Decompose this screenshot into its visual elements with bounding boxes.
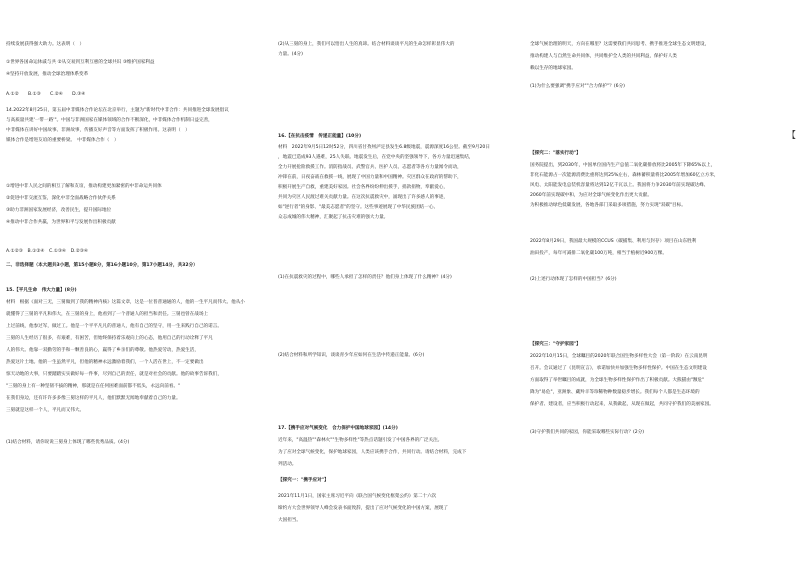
q14-text: 与高质量共建'一带一路'"。中国与非洲国家在媒体领域的合作不断深化，中非媒体合作机制日益完善， xyxy=(6,118,213,123)
q17-activity-2-text: 国务院提出，到2030年，中国单位国内生产总值二氧化碳排放将比2005年下降65%以上， xyxy=(530,163,716,168)
q17-activity-2-text: 2060年前实现碳中和，为应对全球气候变化作出更大贡献。 xyxy=(530,193,652,198)
q14-choices: A.①②③ B.①②④ C.①③④ D.②③④ xyxy=(6,249,88,254)
q17-ccus-text: 油田投产，每年可减排二氧化碳100万吨，相当于植树近900万棵。 xyxy=(530,251,667,256)
q17-activity-3-text: 保护者、建设者，应当积极行动起来，从我做起，从现在做起，共同守护我们的美丽家园。 xyxy=(530,402,714,407)
q15-heading: 15.【平凡生命 伟大力量】(8分) xyxy=(6,288,77,293)
q17-text: 全球气候治理的明天，方向在哪里？这需要我们共同思考、携手推进全球生态文明建设， xyxy=(530,42,710,47)
q15-material: 材料 根据《面对三无，三舅做到了我的精神内核》这篇文章，这是一位普普通通的人，他的一生平凡而伟大。他从小 xyxy=(6,300,245,305)
q17-activity-2-text: 为积极推动绿色低碳发展，各地各部门采取多项措施，努力实现"双碳"目标。 xyxy=(530,203,686,208)
q17-text: 推动构建人与自然生命共同体，共同维护全人类的共同利益，保护好人类 xyxy=(530,54,678,59)
q13-option-line: ①世界各国命运休戚与共 ②从交易到互利互惠的全球共识 ③维护国家利益 xyxy=(6,60,155,65)
q17-question-1: (1)为什么要强调"携手应对""合力保护"？(6分) xyxy=(530,84,625,89)
q14-option: ③助力非洲国家发展经济，改善民生，提升国际地位 xyxy=(6,208,112,213)
q17-question-3: (3)守护我们共同的家园，你能采取哪些实际行动？(2分) xyxy=(530,430,645,435)
q17-activity-2-text: 风电、太阳能发电总装机容量将达到12亿千瓦以上。我国将力争2030年前实现碳达峰、 xyxy=(530,183,709,188)
q17-activity-1-text: 大国担当。 xyxy=(278,518,301,523)
q16-heading: 16.【在抗击疫情 传递正能量】(10分) xyxy=(278,134,362,139)
column-middle xyxy=(278,0,516,562)
section-heading: 二、非选择题（本大题共3小题，第15小题8分，第16小题10分，第17小题14分，共32分） xyxy=(6,263,198,268)
q17-activity-3-text: 召开。会议通过了《昆明宣言》，承诺加快并加强生物多样性保护。中国在生态文明建设 xyxy=(530,366,707,371)
q16-material: 共同为灾区人民渡过难关贡献力量。在这次抗震救灾中，涌现出了许多感人的事迹， xyxy=(278,195,448,200)
q13-choices: A.①② B.①③ C.②④ D.③④ xyxy=(6,92,86,97)
q17-activity-3-text: 2022年10月15日，全球瞩目的2020年联合国生物多样性大会（第一阶段）在云南昆明 xyxy=(530,354,708,359)
q17-activity-1: 【探究一："携手应对"】 xyxy=(278,478,329,483)
q17-heading: 17.【携手应对气候变化 合力保护中国地球家园】(14分) xyxy=(278,426,398,431)
q16-material: ，地震已造成93人遇难，25人失联。地震发生后，在党中央的坚强领导下，各方力量迅速集结， xyxy=(278,155,474,160)
q16-question-2: (2)结合材料和所学知识，谈谈青少年应如何在生活中传递正能量。(6分) xyxy=(278,353,425,358)
q14-text: 中非媒体在讲好中国故事、非洲故事，传播友好声音等方面发挥了积极作用。这表明（ ） xyxy=(6,128,190,133)
q15-question-2: 力量。(4分) xyxy=(278,52,303,57)
q15-material: 热爱这片土地。他的一生虽然平凡，但他的精神永远激励着我们，一个人活在世上，不一定要做出 xyxy=(6,360,204,365)
q17-activity-3-text: 方面取得了举世瞩目的成就，为全球生物多样性保护作出了积极贡献。大熊猫由"濒危" xyxy=(530,378,705,383)
q14-option: ④推动中非合作共赢，为世界和平与发展作出积极贡献 xyxy=(6,220,116,225)
q14-option: ②促进中非交流互鉴，深化中非全面战略合作伙伴关系 xyxy=(6,196,116,201)
q17-intro: 列活动。 xyxy=(278,462,297,467)
q16-material: 积极开展生产自救，重建美好家园。社会各界纷纷伸出援手，捐款捐物，奉献爱心， xyxy=(278,185,448,190)
q17-question-2: (2)上述行动体现了怎样的中国担当？(6分) xyxy=(530,277,617,282)
q13-option-line: ④坚持开放发展，推动全球治理体系变革 xyxy=(6,72,89,77)
q15-question-2: (2)从三舅的身上，我们可以悟出人生的真谛。结合材料谈谈平凡的生命怎样彰显伟大的 xyxy=(278,42,455,47)
q15-material: "三舅的身上有一种坚韧不拔的精神，那就是在任何困难面前都不低头，永远向前看。" xyxy=(6,384,181,389)
q16-material: 材料 2022年9月5日12时52分，四川省甘孜州泸定县发生6.8级地震，震源深度16公里。截至9月20日 xyxy=(278,145,490,150)
q15-material: 三舅就是这样一个人，平凡而又伟大。 xyxy=(6,408,85,413)
side-bracket: 【 xyxy=(786,131,796,141)
q15-material: 在我们身边，还有许许多多像三舅这样的平凡人，他们默默无闻地奉献着自己的力量。 xyxy=(6,396,181,401)
q17-activity-2-text: 非化石能源占一次能源消费比重将达到25%左右，森林蓄积量将比2005年增加60亿立方米， xyxy=(530,173,719,178)
q16-material: 众志成城的伟大精神，汇聚起了抗击灾难的强大力量。 xyxy=(278,215,389,220)
q15-material: 上过前线，他参过军，做过工。他是一个平平凡凡的普通人，他有自己的坚守，用一生来践行自己的诺言。 xyxy=(6,324,222,329)
q15-material: 人的伟大。他靠一双勤劳的手和一颗善良的心，赢得了乡亲们的尊敬。他热爱劳动，热爱生活， xyxy=(6,348,199,353)
q16-material: 如"逆行者"的身影、"最美志愿者"的坚守。这些事迹展现了中华民族团结一心、 xyxy=(278,205,439,210)
column-left xyxy=(6,0,264,562)
q16-material: 冲锋在前，日夜奋战在救援一线，展现了中国力量和中国精神。灾区群众在政府的帮助下， xyxy=(278,175,462,180)
q14-option: ①增进中非人民之间的相互了解和友谊，推动构建更加紧密的中非命运共同体 xyxy=(6,184,162,189)
q17-activity-3: 【探究三："守护家园"】 xyxy=(530,342,581,347)
q15-material: 就懂得了三舅的平凡和伟大，在三舅的身上，他看到了一个普通人的担当和责任。三舅也曾在战场上 xyxy=(6,312,209,317)
q17-activity-1-text: 缔约方大会世界领导人峰会发表书面致辞，提出了应对气候变化的中国方案，展现了 xyxy=(278,506,448,511)
q17-intro: 近年来，"高温热""森林火""生物多样性"等热点话题引发了中国各界的广泛关注。 xyxy=(278,438,443,443)
q15-material: 三舅的人生经历了很多，有艰难，有困苦，但始终保持着乐观向上的心态，他用自己的行动诠释了平凡 xyxy=(6,336,213,341)
q17-activity-3-text: 降为"易危"，亚洲象、藏羚羊等珍稀物种数量稳步增长。我们每个人都是生态环境的 xyxy=(530,390,700,395)
q17-intro: 为了应对全球气候变化，保护地球家园，人类应该携手合作，共同行动。请结合材料，完成下 xyxy=(278,450,467,455)
q17-activity-2: 【探究二："落实行动"】 xyxy=(530,151,581,156)
q15-question-1: (1)结合材料，请你说说三舅身上体现了哪些优秀品质。(4分) xyxy=(6,440,130,445)
q14-text: 14.2022年8月25日，第五届中非媒体合作论坛在北京举行，主题为"新时代中非合作：共同推进全球发展倡议 xyxy=(6,108,229,113)
q17-ccus-text: 2022年8月29日，我国最大规模的CCUS（碳捕集、利用与封存）项目在山东胜利 xyxy=(530,239,697,244)
q14-text: 媒体合作是增进友谊的重要桥梁。 中非媒体合作（ ） xyxy=(6,138,119,143)
q13-tail: 持续发展获得强大助力。这表明（ ） xyxy=(6,42,85,47)
q16-question-1: (1)在抗震救灾的过程中，哪些人承担了怎样的责任？他们身上体现了什么精神？(4分) xyxy=(278,275,452,280)
q15-material: 惊天动地的大事，只要踏踏实实做好每一件事，尽到自己的责任，就是对社会的贡献。他的故事告诉我们， xyxy=(6,372,222,377)
q17-activity-1-text: 2021年11月1日，国家主席习近平向《联合国气候变化框架公约》第二十六次 xyxy=(278,494,437,499)
q17-text: 赖以生存的地球家园。 xyxy=(530,66,576,71)
q16-material: 全力开展抢险救援工作。消防指战员、武警官兵、医护人员、志愿者等各方力量闻令而动， xyxy=(278,165,462,170)
column-right xyxy=(530,0,780,562)
